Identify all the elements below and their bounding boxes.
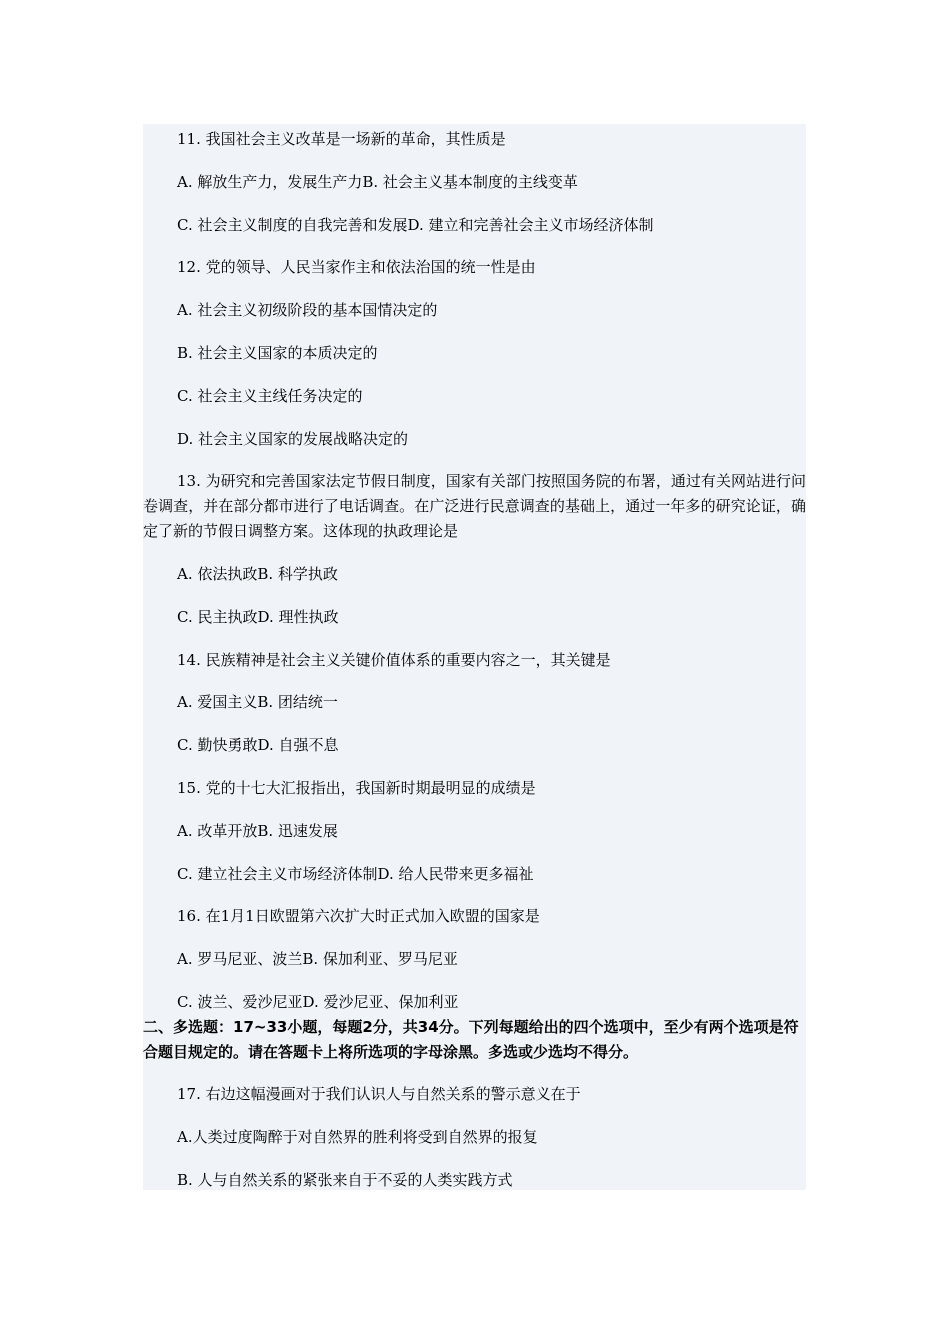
question-14-options-cd: C. 勤快勇敢D. 自强不息 [177,736,339,754]
section-2-heading: 二、多选题：17~33小题，每题2分，共34分。下列每题给出的四个选项中，至少有两个选项是符合题目规定的。请在答题卡上将所选项的字母涂黑。多选或少选均不得分。 [143,1018,799,1061]
question-16-stem: 16. 在1月1日欧盟第六次扩大时正式加入欧盟的国家是 [177,907,540,925]
question-17-stem: 17. 右边这幅漫画对于我们认识人与自然关系的警示意义在于 [177,1085,581,1103]
question-17-option-b: B. 人与自然关系的紧张来自于不妥的人类实践方式 [177,1171,513,1189]
question-17-option-a: A.人类过度陶醉于对自然界的胜利将受到自然界的报复 [177,1128,538,1146]
question-15-options-ab: A. 改革开放B. 迅速发展 [177,822,338,840]
question-15-stem: 15. 党的十七大汇报指出，我国新时期最明显的成绩是 [177,779,536,797]
question-11-stem: 11. 我国社会主义改革是一场新的革命，其性质是 [177,130,506,148]
question-16-options-cd: C. 波兰、爱沙尼亚D. 爱沙尼亚、保加利亚 [177,993,459,1011]
question-12-stem: 12. 党的领导、人民当家作主和依法治国的统一性是由 [177,258,536,276]
question-11-options-cd: C. 社会主义制度的自我完善和发展D. 建立和完善社会主义市场经济体制 [177,216,654,234]
question-13-stem: 13. 为研究和完善国家法定节假日制度，国家有关部门按照国务院的布署，通过有关网站进行问卷调查，并在部分都市进行了电话调查。在广泛进行民意调查的基础上，通过一年多的研究论证，确定了新的节假日调整方案。这体现的执政理论是 [143,472,806,540]
question-16-options-ab: A. 罗马尼亚、波兰B. 保加利亚、罗马尼亚 [177,950,458,968]
question-12-option-b: B. 社会主义国家的本质决定的 [177,344,378,362]
question-15-options-cd: C. 建立社会主义市场经济体制D. 给人民带来更多福祉 [177,865,534,883]
question-11-options-ab: A. 解放生产力，发展生产力B. 社会主义基本制度的主线变革 [177,173,578,191]
question-12-option-d: D. 社会主义国家的发展战略决定的 [177,430,409,448]
question-13-options-ab: A. 依法执政B. 科学执政 [177,565,338,583]
question-13-options-cd: C. 民主执政D. 理性执政 [177,608,339,626]
question-12-option-a: A. 社会主义初级阶段的基本国情决定的 [177,301,438,319]
document-page [143,124,806,1190]
question-12-option-c: C. 社会主义主线任务决定的 [177,387,363,405]
question-14-stem: 14. 民族精神是社会主义关键价值体系的重要内容之一，其关键是 [177,651,611,669]
question-14-options-ab: A. 爱国主义B. 团结统一 [177,693,338,711]
